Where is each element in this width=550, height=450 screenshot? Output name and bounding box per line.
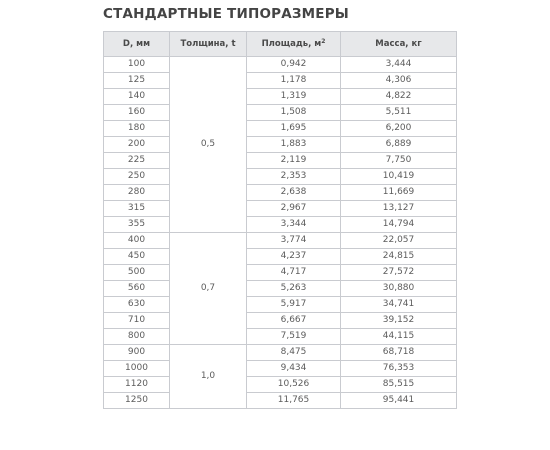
cell-area: 0,942	[247, 57, 341, 73]
cell-mass: 6,200	[341, 121, 457, 137]
cell-mass: 14,794	[341, 217, 457, 233]
cell-mass: 11,669	[341, 185, 457, 201]
cell-area: 4,717	[247, 265, 341, 281]
table-row	[104, 105, 457, 121]
header-area-label: Площадь, м	[261, 39, 322, 49]
cell-mass: 24,815	[341, 249, 457, 265]
cell-mass: 7,750	[341, 153, 457, 169]
header-area	[247, 32, 341, 57]
cell-mass: 68,718	[341, 345, 457, 361]
cell-area: 2,353	[247, 169, 341, 185]
table-row	[104, 281, 457, 297]
cell-thickness: 0,7	[170, 233, 247, 345]
cell-mass: 85,515	[341, 377, 457, 393]
cell-area: 3,344	[247, 217, 341, 233]
cell-diameter: 1000	[104, 361, 170, 377]
cell-area: 5,263	[247, 281, 341, 297]
cell-mass: 39,152	[341, 313, 457, 329]
cell-mass: 95,441	[341, 393, 457, 409]
cell-area: 2,967	[247, 201, 341, 217]
sizes-table	[103, 31, 457, 409]
cell-diameter: 355	[104, 217, 170, 233]
table-row	[104, 153, 457, 169]
table-row	[104, 361, 457, 377]
cell-area: 1,508	[247, 105, 341, 121]
table-row	[104, 137, 457, 153]
table-row	[104, 249, 457, 265]
cell-area: 11,765	[247, 393, 341, 409]
cell-area: 3,774	[247, 233, 341, 249]
cell-mass: 44,115	[341, 329, 457, 345]
table-row	[104, 169, 457, 185]
cell-diameter: 280	[104, 185, 170, 201]
cell-area: 1,178	[247, 73, 341, 89]
table-row	[104, 185, 457, 201]
table-row	[104, 313, 457, 329]
table-row	[104, 57, 457, 73]
table-row	[104, 377, 457, 393]
table-row	[104, 121, 457, 137]
cell-mass: 13,127	[341, 201, 457, 217]
cell-diameter: 100	[104, 57, 170, 73]
cell-area: 9,434	[247, 361, 341, 377]
cell-diameter: 160	[104, 105, 170, 121]
table-row	[104, 393, 457, 409]
cell-mass: 27,572	[341, 265, 457, 281]
cell-mass: 22,057	[341, 233, 457, 249]
page-title: СТАНДАРТНЫЕ ТИПОРАЗМЕРЫ	[103, 6, 349, 22]
cell-diameter: 560	[104, 281, 170, 297]
cell-area: 2,119	[247, 153, 341, 169]
cell-area: 2,638	[247, 185, 341, 201]
cell-diameter: 225	[104, 153, 170, 169]
cell-diameter: 180	[104, 121, 170, 137]
cell-mass: 5,511	[341, 105, 457, 121]
table-row	[104, 329, 457, 345]
cell-area: 1,319	[247, 89, 341, 105]
table-row	[104, 233, 457, 249]
cell-area: 7,519	[247, 329, 341, 345]
cell-area: 8,475	[247, 345, 341, 361]
cell-area: 5,917	[247, 297, 341, 313]
cell-diameter: 1120	[104, 377, 170, 393]
cell-diameter: 400	[104, 233, 170, 249]
cell-diameter: 200	[104, 137, 170, 153]
cell-thickness: 1,0	[170, 345, 247, 409]
cell-area: 6,667	[247, 313, 341, 329]
cell-thickness: 0,5	[170, 57, 247, 233]
header-mass: Масса, кг	[341, 32, 457, 57]
cell-diameter: 140	[104, 89, 170, 105]
table-row	[104, 297, 457, 313]
table-body	[104, 57, 457, 409]
cell-mass: 3,444	[341, 57, 457, 73]
cell-area: 4,237	[247, 249, 341, 265]
cell-area: 1,883	[247, 137, 341, 153]
cell-diameter: 900	[104, 345, 170, 361]
cell-mass: 10,419	[341, 169, 457, 185]
table-row	[104, 201, 457, 217]
cell-diameter: 800	[104, 329, 170, 345]
cell-diameter: 450	[104, 249, 170, 265]
cell-diameter: 125	[104, 73, 170, 89]
header-area-superscript: 2	[321, 38, 326, 45]
header-thickness: Толщина, t	[170, 32, 247, 57]
table-row	[104, 265, 457, 281]
header-diameter: D, мм	[104, 32, 170, 57]
header-row	[104, 32, 457, 57]
cell-area: 1,695	[247, 121, 341, 137]
cell-diameter: 710	[104, 313, 170, 329]
cell-mass: 30,880	[341, 281, 457, 297]
cell-diameter: 250	[104, 169, 170, 185]
cell-diameter: 500	[104, 265, 170, 281]
cell-diameter: 315	[104, 201, 170, 217]
cell-mass: 4,306	[341, 73, 457, 89]
cell-area: 10,526	[247, 377, 341, 393]
table-row	[104, 73, 457, 89]
cell-diameter: 1250	[104, 393, 170, 409]
cell-mass: 34,741	[341, 297, 457, 313]
cell-mass: 4,822	[341, 89, 457, 105]
table-row	[104, 217, 457, 233]
table-header	[104, 32, 457, 57]
cell-diameter: 630	[104, 297, 170, 313]
cell-mass: 76,353	[341, 361, 457, 377]
cell-mass: 6,889	[341, 137, 457, 153]
table-row	[104, 345, 457, 361]
table-row	[104, 89, 457, 105]
